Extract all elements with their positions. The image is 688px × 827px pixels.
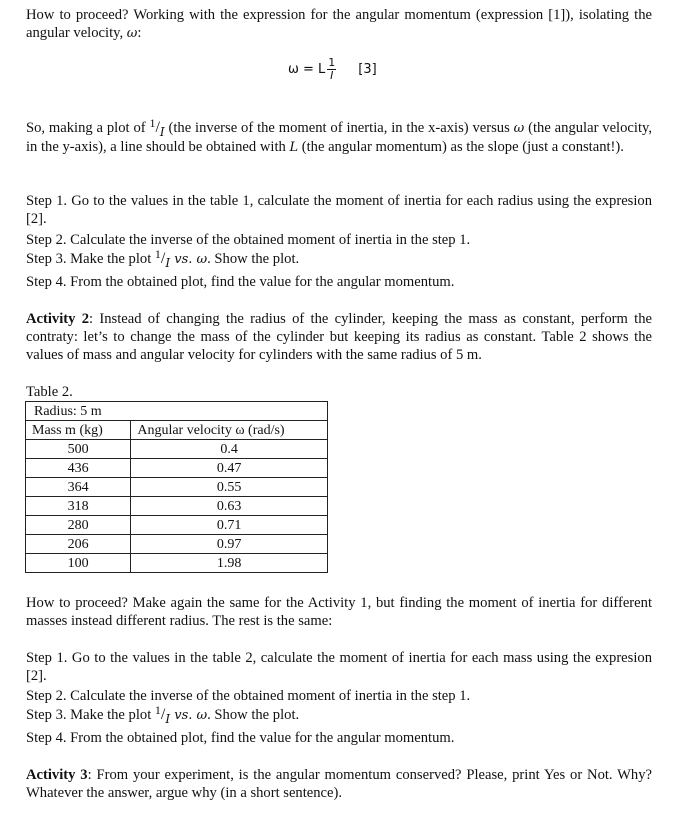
activity2-label: Activity 2: [26, 311, 90, 327]
table-radius-row: [26, 402, 328, 421]
activity2-paragraph: [26, 310, 652, 364]
step4-activity2: Step 4. From the obtained plot, find the value for the angular momentum.: [26, 730, 455, 746]
plot-text-b: (the inverse of the moment of inertia, in the x-axis) versus: [164, 120, 514, 136]
equation-3: [288, 57, 377, 82]
equation-numerator: 1: [328, 56, 336, 69]
radius-header: Radius: 5 m: [26, 402, 328, 421]
omega-symbol: ω: [513, 121, 525, 136]
table-row: [26, 535, 328, 554]
equation-fraction: [327, 57, 336, 82]
activity2-text: : Instead of changing the radius of the cylinder, keeping the mass as constant, perform the contraty: let’s to change the mass of the cylinder but keeping its radius as constant. Table 2 shows the values of mass and angular velocity for cylinders with the same radius of 5 m.: [26, 311, 652, 363]
step3-text-b: . Show the plot.: [207, 251, 300, 267]
table-row: [26, 516, 328, 535]
mass-cell: 500: [26, 440, 131, 459]
step3-text-b: . Show the plot.: [207, 707, 300, 723]
vs-omega: vs. ω: [170, 252, 208, 267]
equation-denominator: I: [330, 69, 334, 82]
mass-cell: 280: [26, 516, 131, 535]
equation-lhs: ω = L: [288, 62, 326, 77]
plot-text-a: So, making a plot of: [26, 120, 150, 136]
step1-activity1: Step 1. Go to the values in the table 1, calculate the moment of inertia for each radius using the expresion [2].: [26, 193, 652, 227]
intro-paragraph: [26, 6, 652, 43]
activity3-paragraph: [26, 766, 652, 802]
mass-cell: 206: [26, 535, 131, 554]
column-header-mass: Mass m (kg): [26, 421, 131, 440]
vs-omega: vs. ω: [170, 708, 208, 723]
L-symbol: L: [289, 140, 299, 155]
activity3-text: : From your experiment, is the angular momentum conserved? Please, print Yes or Not. Why? Whatever the answer, argue why (in a short sentence).: [26, 767, 653, 801]
activity3-label: Activity 3: [26, 767, 88, 783]
table2-caption: Table 2.: [26, 384, 73, 400]
fraction-denominator: I: [165, 256, 171, 270]
step4-activity1: Step 4. From the obtained plot, find the value for the angular momentum.: [26, 274, 455, 290]
step3-activity1: [26, 247, 300, 270]
equation-tag: [3]: [358, 62, 377, 77]
velocity-cell: 0.71: [131, 516, 328, 535]
plot-paragraph: [26, 118, 652, 157]
velocity-cell: 0.63: [131, 497, 328, 516]
velocity-cell: 1.98: [131, 554, 328, 573]
table-header-row: [26, 421, 328, 440]
mass-cell: 318: [26, 497, 131, 516]
inverse-inertia-fraction: 1/I: [149, 116, 165, 139]
velocity-cell: 0.4: [131, 440, 328, 459]
step1-activity2: Step 1. Go to the values in the table 2, calculate the moment of inertia for each mass using the expresion [2].: [26, 650, 652, 684]
velocity-cell: 0.55: [131, 478, 328, 497]
mass-cell: 100: [26, 554, 131, 573]
column-header-velocity: Angular velocity ω (rad/s): [131, 421, 328, 440]
velocity-cell: 0.47: [131, 459, 328, 478]
velocity-cell: 0.97: [131, 535, 328, 554]
step3-text-a: Step 3. Make the plot: [26, 707, 155, 723]
table-row: [26, 478, 328, 497]
step3-activity2: [26, 703, 300, 726]
plot-text-d: (the angular momentum) as the slope (just a constant!).: [298, 139, 624, 155]
table-row: [26, 440, 328, 459]
plot-text-c: (the angular velocity, in the y-axis), a line should be obtained with: [26, 120, 652, 155]
step3-text-a: Step 3. Make the plot: [26, 251, 155, 267]
table-row: [26, 554, 328, 573]
step2-activity1: Step 2. Calculate the inverse of the obtained moment of inertia in the step 1.: [26, 232, 471, 248]
table-row: [26, 459, 328, 478]
inverse-inertia-fraction: 1/I: [154, 703, 171, 726]
table2: [25, 401, 328, 573]
intro-text: How to proceed? Working with the expression for the angular momentum (expression [1]), isolating the angular velocity,: [26, 7, 652, 41]
fraction-numerator: 1: [154, 247, 161, 261]
omega-symbol: ω: [126, 26, 138, 41]
fraction-numerator: 1: [149, 116, 156, 130]
fraction-numerator: 1: [154, 703, 161, 717]
intro-colon: :: [137, 25, 142, 41]
inverse-inertia-fraction: 1/I: [154, 247, 171, 270]
table-row: [26, 497, 328, 516]
step2-activity2: Step 2. Calculate the inverse of the obtained moment of inertia in the step 1.: [26, 688, 471, 704]
fraction-denominator: I: [165, 712, 171, 726]
fraction-denominator: I: [159, 125, 165, 139]
proceed2-paragraph: How to proceed? Make again the same for the Activity 1, but finding the moment of inertia for different masses instead different radius. The rest is the same:: [26, 595, 652, 629]
mass-cell: 436: [26, 459, 131, 478]
mass-cell: 364: [26, 478, 131, 497]
